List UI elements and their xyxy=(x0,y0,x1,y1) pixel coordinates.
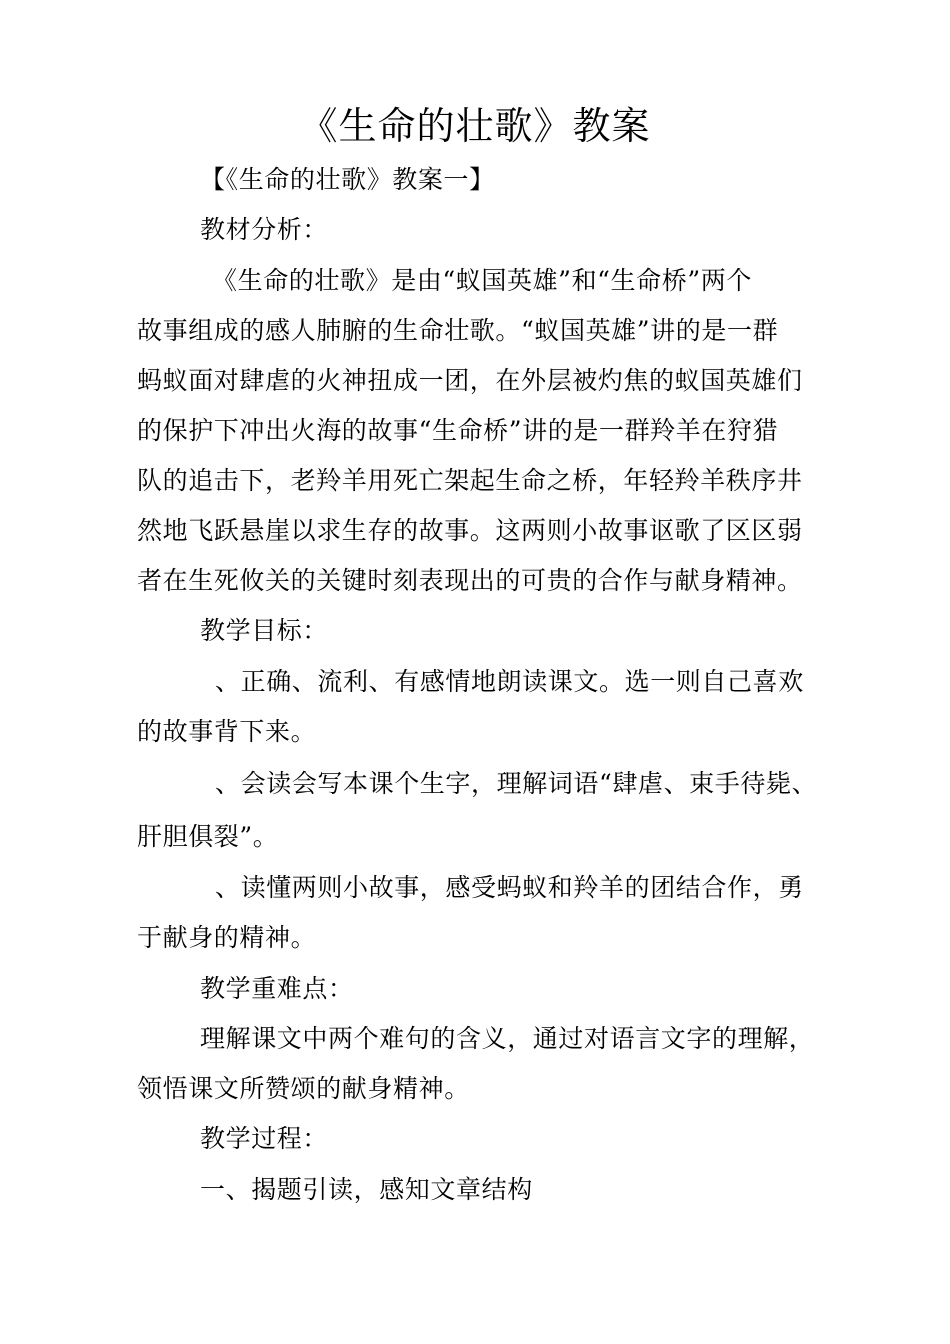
key-points-line: 理解课文中两个难句的含义，通过对语言文字的理解， xyxy=(200,1024,815,1053)
goal-item-line: 、会读会写本课个生字，理解词语“肆虐、束手待毙、 xyxy=(215,769,818,798)
goal-item-line: 的故事背下来。 xyxy=(137,717,317,746)
analysis-line: 《生命的壮歌》是由“蚁国英雄”和“生命桥”两个 xyxy=(212,266,752,295)
analysis-line: 者在生死攸关的关键时刻表现出的可贵的合作与献身精神。 xyxy=(137,566,803,595)
analysis-line: 然地飞跃悬崖以求生存的故事。这两则小故事讴歌了区区弱 xyxy=(137,516,803,545)
goal-item-line: 于献身的精神。 xyxy=(137,923,317,952)
analysis-heading: 教材分析： xyxy=(200,215,329,244)
process-step: 一、揭题引读，感知文章结构 xyxy=(200,1175,533,1204)
document-title: 《生命的壮歌》教案 xyxy=(299,104,651,148)
section-heading: 【《生命的壮歌》教案一】 xyxy=(200,165,495,194)
key-points-heading: 教学重难点： xyxy=(200,974,354,1003)
analysis-line: 蚂蚁面对肆虐的火神扭成一团，在外层被灼焦的蚁国英雄们 xyxy=(137,366,803,395)
goal-item-line: 、正确、流利、有感情地朗读课文。选一则自己喜欢 xyxy=(215,667,804,696)
analysis-line: 队的追击下，老羚羊用死亡架起生命之桥，年轻羚羊秩序井 xyxy=(137,466,803,495)
goal-item-line: 、读懂两则小故事，感受蚂蚁和羚羊的团结合作，勇 xyxy=(215,873,804,902)
goals-heading: 教学目标： xyxy=(200,616,329,645)
key-points-line: 领悟课文所赞颂的献身精神。 xyxy=(137,1074,470,1103)
goal-item-line: 肝胆俱裂”。 xyxy=(137,822,279,851)
analysis-line: 故事组成的感人肺腑的生命壮歌。“蚁国英雄”讲的是一群 xyxy=(137,316,779,345)
analysis-line: 的保护下冲出火海的故事“生命桥”讲的是一群羚羊在狩猎 xyxy=(137,416,779,445)
process-heading: 教学过程： xyxy=(200,1124,329,1153)
